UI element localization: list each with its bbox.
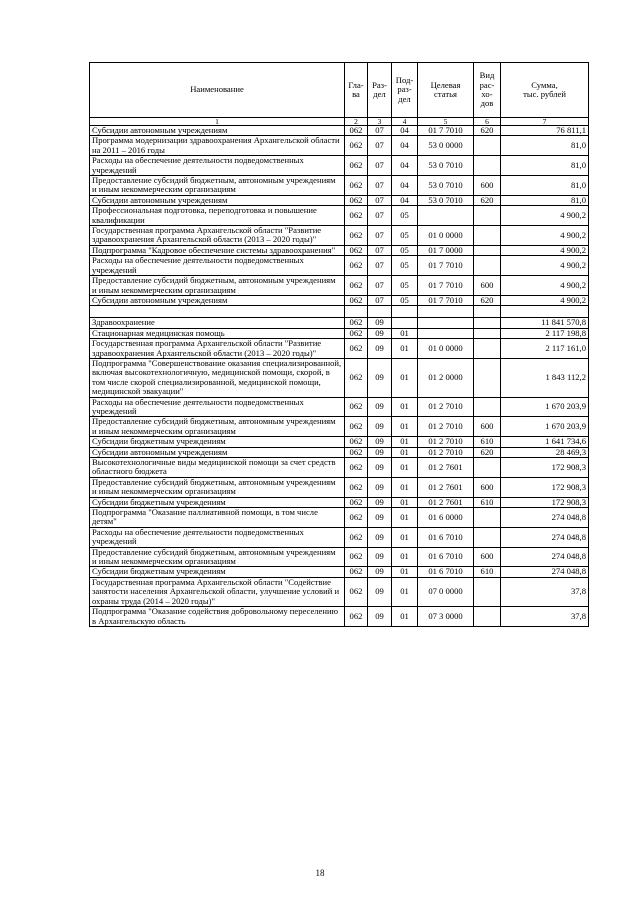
- cell-tselevaya-statya: 01 2 7601: [418, 477, 474, 497]
- cell-razdel: 07: [368, 276, 392, 296]
- cell-vid-rashodov: [474, 226, 501, 246]
- cell-tselevaya-statya: 07 0 0000: [418, 577, 474, 606]
- cell-vid-rashodov: [474, 577, 501, 606]
- cell-vid-rashodov: [474, 156, 501, 176]
- cell-glava: 062: [345, 126, 368, 136]
- column-number: 2: [345, 118, 368, 126]
- cell-podrazdel: 04: [392, 156, 418, 176]
- cell-name: Государственная программа Архангельской области "Развитие здравоохранения Архангельской области (2013 – 2020 годы)": [90, 226, 345, 246]
- cell-tselevaya-statya: 01 7 7010: [418, 295, 474, 305]
- cell-podrazdel: 04: [392, 195, 418, 205]
- cell-summa: 274 048,8: [501, 547, 589, 567]
- cell-glava: 062: [345, 176, 368, 196]
- cell-name: Субсидии автономным учреждениям: [90, 126, 345, 136]
- table-row: [90, 458, 589, 478]
- cell-vid-rashodov: [474, 458, 501, 478]
- cell-vid-rashodov: [474, 318, 501, 328]
- cell-name: Расходы на обеспечение деятельности подведомственных учреждений: [90, 527, 345, 547]
- cell-razdel: 09: [368, 437, 392, 447]
- cell-podrazdel: 01: [392, 358, 418, 397]
- cell-razdel: 07: [368, 245, 392, 255]
- cell-name: Расходы на обеспечение деятельности подведомственных учреждений: [90, 397, 345, 417]
- cell-razdel: 09: [368, 527, 392, 547]
- cell-podrazdel: 01: [392, 328, 418, 338]
- table-row: [90, 176, 589, 196]
- cell-podrazdel: 01: [392, 477, 418, 497]
- cell-razdel: 07: [368, 156, 392, 176]
- table-row: [90, 527, 589, 547]
- cell-name: Предоставление субсидий бюджетным, автономным учреждениям и иным некоммерческим организациям: [90, 276, 345, 296]
- cell-vid-rashodov: [474, 306, 501, 318]
- cell-tselevaya-statya: 01 6 7010: [418, 547, 474, 567]
- cell-summa: 4 900,2: [501, 256, 589, 276]
- cell-glava: 062: [345, 477, 368, 497]
- cell-podrazdel: 01: [392, 417, 418, 437]
- table-row: [90, 295, 589, 305]
- cell-podrazdel: 05: [392, 256, 418, 276]
- cell-summa: 4 900,2: [501, 206, 589, 226]
- cell-vid-rashodov: 620: [474, 295, 501, 305]
- cell-vid-rashodov: [474, 358, 501, 397]
- cell-summa: 1 843 112,2: [501, 358, 589, 397]
- table-row: [90, 577, 589, 606]
- cell-summa: 11 841 570,8: [501, 318, 589, 328]
- cell-name: Предоставление субсидий бюджетным, автономным учреждениям и иным некоммерческим организациям: [90, 547, 345, 567]
- cell-summa: 4 900,2: [501, 295, 589, 305]
- table-row: [90, 477, 589, 497]
- table-row: [90, 358, 589, 397]
- cell-vid-rashodov: 610: [474, 497, 501, 507]
- cell-name: Здравоохранение: [90, 318, 345, 328]
- cell-name: Государственная программа Архангельской области "Развитие здравоохранения Архангельской области (2013 – 2020 годы)": [90, 339, 345, 359]
- cell-name: Программа модернизации здравоохранения Архангельской области на 2011 – 2016 годы: [90, 136, 345, 156]
- cell-tselevaya-statya: [418, 206, 474, 226]
- cell-podrazdel: 01: [392, 437, 418, 447]
- cell-name: Субсидии автономным учреждениям: [90, 195, 345, 205]
- cell-vid-rashodov: [474, 256, 501, 276]
- cell-tselevaya-statya: 53 0 0000: [418, 136, 474, 156]
- cell-razdel: 09: [368, 358, 392, 397]
- cell-glava: 062: [345, 577, 368, 606]
- header-row: [90, 63, 589, 118]
- cell-glava: 062: [345, 318, 368, 328]
- cell-razdel: [368, 306, 392, 318]
- column-number: 5: [418, 118, 474, 126]
- cell-summa: 1 670 203,9: [501, 397, 589, 417]
- cell-vid-rashodov: [474, 206, 501, 226]
- cell-vid-rashodov: 600: [474, 276, 501, 296]
- cell-summa: 1 641 734,6: [501, 437, 589, 447]
- cell-razdel: 09: [368, 318, 392, 328]
- cell-glava: 062: [345, 226, 368, 246]
- cell-razdel: 07: [368, 206, 392, 226]
- cell-summa: [501, 306, 589, 318]
- cell-podrazdel: 01: [392, 567, 418, 577]
- cell-vid-rashodov: 610: [474, 567, 501, 577]
- cell-name: Высокотехнологичные виды медицинской помощи за счет средств областного бюджета: [90, 458, 345, 478]
- cell-podrazdel: [392, 318, 418, 328]
- cell-glava: [345, 306, 368, 318]
- cell-name: Предоставление субсидий бюджетным, автономным учреждениям и иным некоммерческим организациям: [90, 176, 345, 196]
- cell-glava: 062: [345, 245, 368, 255]
- cell-glava: 062: [345, 527, 368, 547]
- cell-summa: 274 048,8: [501, 508, 589, 528]
- table-row: [90, 497, 589, 507]
- cell-podrazdel: 01: [392, 547, 418, 567]
- column-number: 4: [392, 118, 418, 126]
- table-row: [90, 417, 589, 437]
- cell-razdel: 09: [368, 328, 392, 338]
- cell-name: Государственная программа Архангельской области "Содействие занятости населения Архангельской области, улучшение условий и охраны труда (2014 – 2020 годы)": [90, 577, 345, 606]
- cell-glava: 062: [345, 397, 368, 417]
- cell-summa: 76 811,1: [501, 126, 589, 136]
- cell-podrazdel: [392, 306, 418, 318]
- cell-vid-rashodov: [474, 245, 501, 255]
- cell-summa: 4 900,2: [501, 245, 589, 255]
- table-row: [90, 156, 589, 176]
- cell-podrazdel: 01: [392, 607, 418, 627]
- cell-podrazdel: 01: [392, 577, 418, 606]
- cell-razdel: 09: [368, 417, 392, 437]
- cell-summa: 2 117 198,8: [501, 328, 589, 338]
- cell-vid-rashodov: 620: [474, 447, 501, 457]
- cell-glava: 062: [345, 339, 368, 359]
- cell-name: Предоставление субсидий бюджетным, автономным учреждениям и иным некоммерческим организациям: [90, 417, 345, 437]
- cell-razdel: 09: [368, 547, 392, 567]
- cell-razdel: 07: [368, 136, 392, 156]
- table-row: [90, 276, 589, 296]
- cell-name: Расходы на обеспечение деятельности подведомственных учреждений: [90, 256, 345, 276]
- cell-razdel: 09: [368, 607, 392, 627]
- header-tselevaya-statya: Целевая статья: [418, 63, 474, 118]
- cell-tselevaya-statya: 01 0 0000: [418, 339, 474, 359]
- cell-name: Подпрограмма "Кадровое обеспечение системы здравоохранения": [90, 245, 345, 255]
- cell-podrazdel: 05: [392, 295, 418, 305]
- table-row: [90, 397, 589, 417]
- cell-name: Профессиональная подготовка, переподготовка и повышение квалификации: [90, 206, 345, 226]
- table-row: [90, 328, 589, 338]
- cell-tselevaya-statya: 01 6 0000: [418, 508, 474, 528]
- budget-table: [89, 62, 589, 627]
- column-number: 7: [501, 118, 589, 126]
- cell-glava: 062: [345, 607, 368, 627]
- page-number: 18: [315, 868, 325, 878]
- cell-name: Субсидии автономным учреждениям: [90, 447, 345, 457]
- cell-glava: 062: [345, 547, 368, 567]
- cell-name: Расходы на обеспечение деятельности подведомственных учреждений: [90, 156, 345, 176]
- cell-summa: 37,8: [501, 607, 589, 627]
- table-row: [90, 126, 589, 136]
- column-number: 6: [474, 118, 501, 126]
- cell-glava: 062: [345, 256, 368, 276]
- cell-razdel: 09: [368, 447, 392, 457]
- cell-razdel: 09: [368, 458, 392, 478]
- cell-name: Субсидии бюджетным учреждениям: [90, 497, 345, 507]
- cell-vid-rashodov: [474, 339, 501, 359]
- table-row: [90, 437, 589, 447]
- cell-podrazdel: 05: [392, 226, 418, 246]
- table-row: [90, 256, 589, 276]
- column-number-row: [90, 118, 589, 126]
- cell-razdel: 07: [368, 126, 392, 136]
- cell-tselevaya-statya: 53 0 7010: [418, 156, 474, 176]
- cell-podrazdel: 05: [392, 206, 418, 226]
- cell-name: Подпрограмма "Совершенствование оказания специализированной, включая высокотехнологичную, медицинской помощи, скорой, в том числе скорой специализированной, медицинской помощи, медицинской эвакуации": [90, 358, 345, 397]
- cell-podrazdel: 01: [392, 339, 418, 359]
- cell-podrazdel: 05: [392, 276, 418, 296]
- cell-tselevaya-statya: 01 6 7010: [418, 567, 474, 577]
- cell-tselevaya-statya: 01 7 7010: [418, 126, 474, 136]
- cell-glava: 062: [345, 447, 368, 457]
- cell-summa: 28 469,3: [501, 447, 589, 457]
- cell-podrazdel: 05: [392, 245, 418, 255]
- table-row: [90, 226, 589, 246]
- cell-summa: 172 908,3: [501, 477, 589, 497]
- cell-tselevaya-statya: 01 2 7010: [418, 397, 474, 417]
- cell-name: Предоставление субсидий бюджетным, автономным учреждениям и иным некоммерческим организациям: [90, 477, 345, 497]
- cell-name: Субсидии автономным учреждениям: [90, 295, 345, 305]
- cell-podrazdel: 01: [392, 397, 418, 417]
- cell-podrazdel: 04: [392, 136, 418, 156]
- cell-podrazdel: 01: [392, 497, 418, 507]
- cell-name: Субсидии бюджетным учреждениям: [90, 567, 345, 577]
- cell-tselevaya-statya: 01 2 7601: [418, 497, 474, 507]
- cell-razdel: 09: [368, 508, 392, 528]
- cell-tselevaya-statya: 01 2 7010: [418, 447, 474, 457]
- header-name: Наименование: [90, 63, 345, 118]
- table-row: [90, 547, 589, 567]
- header-summa: Сумма, тыс. рублей: [501, 63, 589, 118]
- cell-podrazdel: 01: [392, 508, 418, 528]
- cell-glava: 062: [345, 195, 368, 205]
- cell-razdel: 09: [368, 497, 392, 507]
- cell-podrazdel: 01: [392, 527, 418, 547]
- cell-podrazdel: 04: [392, 176, 418, 196]
- table-row: [90, 447, 589, 457]
- cell-vid-rashodov: [474, 527, 501, 547]
- cell-name: Стационарная медицинская помощь: [90, 328, 345, 338]
- cell-podrazdel: 01: [392, 447, 418, 457]
- cell-tselevaya-statya: 01 6 7010: [418, 527, 474, 547]
- cell-razdel: 07: [368, 295, 392, 305]
- cell-glava: 062: [345, 417, 368, 437]
- table-row: [90, 206, 589, 226]
- cell-vid-rashodov: 620: [474, 126, 501, 136]
- cell-tselevaya-statya: 01 7 7010: [418, 276, 474, 296]
- table-row: [90, 195, 589, 205]
- table-row: [90, 607, 589, 627]
- cell-glava: 062: [345, 206, 368, 226]
- header-podrazdel: Под- раз- дел: [392, 63, 418, 118]
- cell-glava: 062: [345, 358, 368, 397]
- cell-razdel: 09: [368, 577, 392, 606]
- cell-tselevaya-statya: 01 2 7010: [418, 417, 474, 437]
- header-glava: Гла- ва: [345, 63, 368, 118]
- cell-summa: 1 670 203,9: [501, 417, 589, 437]
- cell-tselevaya-statya: [418, 306, 474, 318]
- table-row: [90, 339, 589, 359]
- cell-summa: 274 048,8: [501, 567, 589, 577]
- cell-name: Субсидии бюджетным учреждениям: [90, 437, 345, 447]
- cell-tselevaya-statya: 01 2 7601: [418, 458, 474, 478]
- cell-razdel: 09: [368, 397, 392, 417]
- cell-vid-rashodov: 600: [474, 477, 501, 497]
- cell-razdel: 07: [368, 195, 392, 205]
- cell-tselevaya-statya: 53 0 7010: [418, 195, 474, 205]
- cell-tselevaya-statya: [418, 328, 474, 338]
- cell-podrazdel: 04: [392, 126, 418, 136]
- cell-name: Подпрограмма "Оказание паллиативной помощи, в том числе детям": [90, 508, 345, 528]
- cell-vid-rashodov: [474, 328, 501, 338]
- cell-podrazdel: 01: [392, 458, 418, 478]
- cell-glava: 062: [345, 136, 368, 156]
- cell-tselevaya-statya: 01 7 0000: [418, 245, 474, 255]
- header-razdel: Раз- дел: [368, 63, 392, 118]
- cell-glava: 062: [345, 328, 368, 338]
- cell-vid-rashodov: 600: [474, 547, 501, 567]
- cell-razdel: 09: [368, 567, 392, 577]
- table-body: [90, 126, 589, 627]
- cell-vid-rashodov: [474, 508, 501, 528]
- cell-summa: 81,0: [501, 176, 589, 196]
- cell-tselevaya-statya: [418, 318, 474, 328]
- cell-razdel: 07: [368, 176, 392, 196]
- cell-tselevaya-statya: 01 2 7010: [418, 437, 474, 447]
- cell-razdel: 09: [368, 339, 392, 359]
- cell-summa: 172 908,3: [501, 497, 589, 507]
- cell-glava: 062: [345, 156, 368, 176]
- cell-vid-rashodov: 620: [474, 195, 501, 205]
- cell-razdel: 09: [368, 477, 392, 497]
- cell-razdel: 07: [368, 226, 392, 246]
- cell-tselevaya-statya: 01 2 0000: [418, 358, 474, 397]
- cell-summa: 172 908,3: [501, 458, 589, 478]
- cell-summa: 81,0: [501, 136, 589, 156]
- cell-glava: 062: [345, 567, 368, 577]
- cell-summa: 4 900,2: [501, 226, 589, 246]
- cell-vid-rashodov: [474, 397, 501, 417]
- table-row: [90, 508, 589, 528]
- cell-summa: 274 048,8: [501, 527, 589, 547]
- table-row: [90, 318, 589, 328]
- cell-summa: 37,8: [501, 577, 589, 606]
- cell-summa: 81,0: [501, 195, 589, 205]
- column-number: 1: [90, 118, 345, 126]
- cell-tselevaya-statya: 07 3 0000: [418, 607, 474, 627]
- cell-glava: 062: [345, 295, 368, 305]
- cell-summa: 2 117 161,0: [501, 339, 589, 359]
- header-vid-rashodov: Вид рас- хо- дов: [474, 63, 501, 118]
- cell-tselevaya-statya: 01 0 0000: [418, 226, 474, 246]
- cell-summa: 81,0: [501, 156, 589, 176]
- cell-tselevaya-statya: 53 0 7010: [418, 176, 474, 196]
- cell-vid-rashodov: 600: [474, 417, 501, 437]
- table-row: [90, 245, 589, 255]
- cell-vid-rashodov: [474, 607, 501, 627]
- cell-name: Подпрограмма "Оказание содействия добровольному переселению в Архангельскую область: [90, 607, 345, 627]
- cell-name: [90, 306, 345, 318]
- cell-glava: 062: [345, 458, 368, 478]
- cell-glava: 062: [345, 497, 368, 507]
- column-number: 3: [368, 118, 392, 126]
- cell-razdel: 07: [368, 256, 392, 276]
- cell-summa: 4 900,2: [501, 276, 589, 296]
- cell-vid-rashodov: [474, 136, 501, 156]
- cell-glava: 062: [345, 276, 368, 296]
- table-row: [90, 136, 589, 156]
- table-row: [90, 567, 589, 577]
- cell-vid-rashodov: 610: [474, 437, 501, 447]
- cell-glava: 062: [345, 437, 368, 447]
- cell-vid-rashodov: 600: [474, 176, 501, 196]
- table-row: [90, 306, 589, 318]
- cell-glava: 062: [345, 508, 368, 528]
- cell-tselevaya-statya: 01 7 7010: [418, 256, 474, 276]
